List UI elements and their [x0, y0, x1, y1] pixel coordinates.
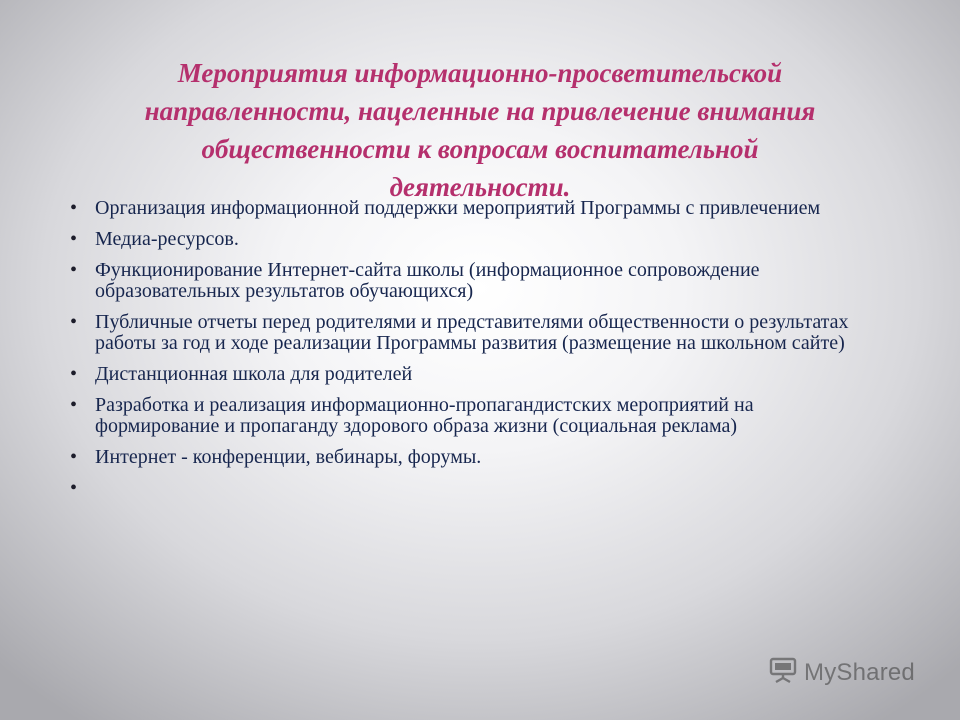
bullet-item-empty — [60, 478, 850, 499]
presentation-board-icon — [768, 656, 798, 689]
bullet-dot: • — [70, 446, 78, 468]
slide-title: Мероприятия информационно-просветительской направленности, нацеленные на привлечение внимания общественности к вопросам воспитательной деятельности. — [144, 58, 816, 202]
bullet-item — [60, 364, 850, 385]
bullet-item — [60, 395, 850, 437]
bullet-dot: • — [70, 259, 78, 281]
bullet-item — [60, 198, 850, 219]
bullet-text: Разработка и реализация информационно-пропагандистских мероприятий на формирование и пропаганду здорового образа жизни (социальная реклама) — [95, 394, 754, 437]
bullet-item — [60, 312, 850, 354]
bullet-dot: • — [70, 228, 78, 250]
bullet-item — [60, 260, 850, 302]
watermark-text: MyShared — [804, 658, 915, 686]
bullet-dot: • — [70, 197, 78, 219]
bullet-item — [60, 229, 850, 250]
bullet-text: Публичные отчеты перед родителями и представителями общественности о результатах работы за год и ходе реализации Программы развития (размещение на школьном сайте) — [95, 311, 849, 354]
bullet-item — [60, 447, 850, 468]
bullet-text: Организация информационной поддержки мероприятий Программы с привлечением — [95, 197, 821, 219]
bullet-dot: • — [70, 394, 78, 416]
bullet-list — [60, 198, 850, 509]
bullet-text: Дистанционная школа для родителей — [95, 363, 413, 385]
bullet-text: Медиа-ресурсов. — [95, 228, 239, 250]
bullet-text: Функционирование Интернет-сайта школы (информационное сопровождение образовательных результатов обучающихся) — [95, 259, 760, 302]
bullet-text: Интернет - конференции, вебинары, форумы. — [95, 446, 482, 468]
bullet-dot: • — [70, 363, 78, 385]
bullet-dot: • — [70, 311, 78, 333]
watermark-logo — [768, 656, 915, 689]
bullet-dot: • — [70, 477, 78, 499]
